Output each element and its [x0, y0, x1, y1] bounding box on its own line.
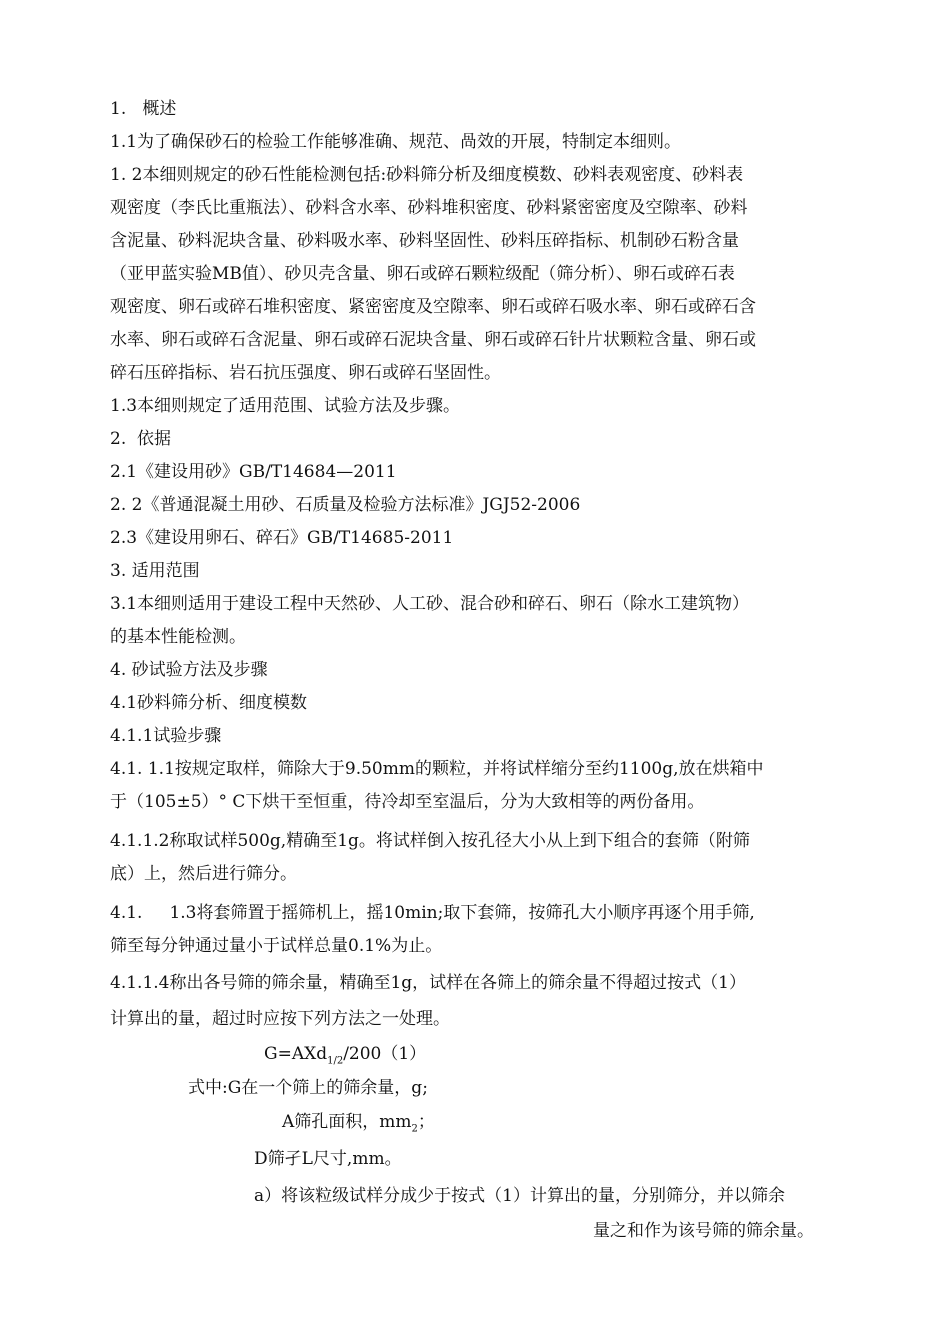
- option-a-line-1: a）将该粒级试样分成少于按式（1）计算出的量，分别筛分，并以筛余: [254, 1186, 785, 1206]
- para-3-1-line-2: 的基本性能检测。: [110, 627, 246, 647]
- para-1-2-line-7: 碎石压碎指标、岩石抗压强度、卵石或碎石坚固性。: [110, 363, 501, 383]
- step-4-1-1-3-line-1: 4.1. 1.3将套筛置于摇筛机上，摇10min;取下套筛，按筛孔大小顺序再逐个用手筛,: [110, 903, 755, 923]
- para-1-2-line-2: 观密度（李氏比重瓶法）、砂料含水率、砂料堆积密度、砂料紧密密度及空隙率、砂料: [110, 198, 748, 218]
- heading-1-overview: 1. 概述: [110, 99, 177, 119]
- para-1-2-line-1: 1. 2本细则规定的砂石性能检测包括:砂料筛分析及细度模数、砂料表观密度、砂料表: [110, 165, 744, 185]
- formula-where-g: 式中:G在一个筛上的筛余量，g;: [188, 1078, 428, 1098]
- step-4-1-1-1-line-2: 于（105±5）° C下烘干至恒重，待冷却至室温后，分为大致相等的两份备用。: [110, 792, 705, 812]
- heading-4-1-1: 4.1.1试验步骤: [110, 726, 222, 746]
- step-4-1-1-3-line-2: 筛至每分钟通过量小于试样总量0.1%为止。: [110, 936, 443, 956]
- heading-4-methods: 4. 砂试验方法及步骤: [110, 660, 268, 680]
- formula-1: G=AXd$_{1/2}$/200（1）: [264, 1044, 427, 1067]
- ref-2-1: 2.1《建设用砂》GB/T14684—2011: [110, 462, 397, 482]
- para-3-1-line-1: 3.1本细则适用于建设工程中天然砂、人工砂、混合砂和碎石、卵石（除水工建筑物）: [110, 594, 750, 614]
- step-4-1-1-4-line-2: 计算出的量，超过时应按下列方法之一处理。: [110, 1009, 450, 1029]
- para-1-2-line-5: 观密度、卵石或碎石堆积密度、紧密密度及空隙率、卵石或碎石吸水率、卵石或碎石含: [110, 297, 756, 317]
- para-1-2-line-6: 水率、卵石或碎石含泥量、卵石或碎石泥块含量、卵石或碎石针片状颗粒含量、卵石或: [110, 330, 756, 350]
- step-4-1-1-2-line-2: 底）上，然后进行筛分。: [110, 864, 297, 884]
- step-4-1-1-2-line-1: 4.1.1.2称取试样500g,精确至1g。将试样倒入按孔径大小从上到下组合的套筛（附筛: [110, 831, 750, 851]
- heading-4-1: 4.1砂料筛分析、细度模数: [110, 693, 308, 713]
- para-1-2-line-3: 含泥量、砂料泥块含量、砂料吸水率、砂料坚固性、砂料压碎指标、机制砂石粉含量: [110, 231, 739, 251]
- formula-where-a: A筛孔面积，$mm_2$；: [282, 1112, 435, 1135]
- para-1-1: 1.1为了确保砂石的检验工作能够准确、规范、咼效的开展，特制定本细则。: [110, 132, 682, 152]
- ref-2-3: 2.3《建设用卵石、碎石》GB/T14685-2011: [110, 528, 454, 548]
- step-4-1-1-4-line-1: 4.1.1.4称出各号筛的筛余量，精确至1g，试样在各筛上的筛余量不得超过按式（1）: [110, 973, 746, 993]
- heading-2-basis: 2. 依据: [110, 429, 172, 449]
- para-1-3: 1.3本细则规定了适用范围、试验方法及步骤。: [110, 396, 461, 416]
- heading-3-scope: 3. 适用范围: [110, 561, 200, 581]
- option-a-line-2: 量之和作为该号筛的筛余量。: [593, 1221, 814, 1241]
- para-1-2-line-4: （亚甲蓝实验MB值）、砂贝壳含量、卵石或碎石颗粒级配（筛分析）、卵石或碎石表: [110, 264, 735, 284]
- formula-where-d: D筛孑L尺寸,mm。: [254, 1149, 402, 1169]
- ref-2-2: 2. 2《普通混凝土用砂、石质量及检验方法标准》JGJ52-2006: [110, 495, 581, 515]
- step-4-1-1-1-line-1: 4.1. 1.1按规定取样，筛除大于9.50mm的颗粒，并将试样缩分至约1100g,放在烘箱中: [110, 759, 764, 779]
